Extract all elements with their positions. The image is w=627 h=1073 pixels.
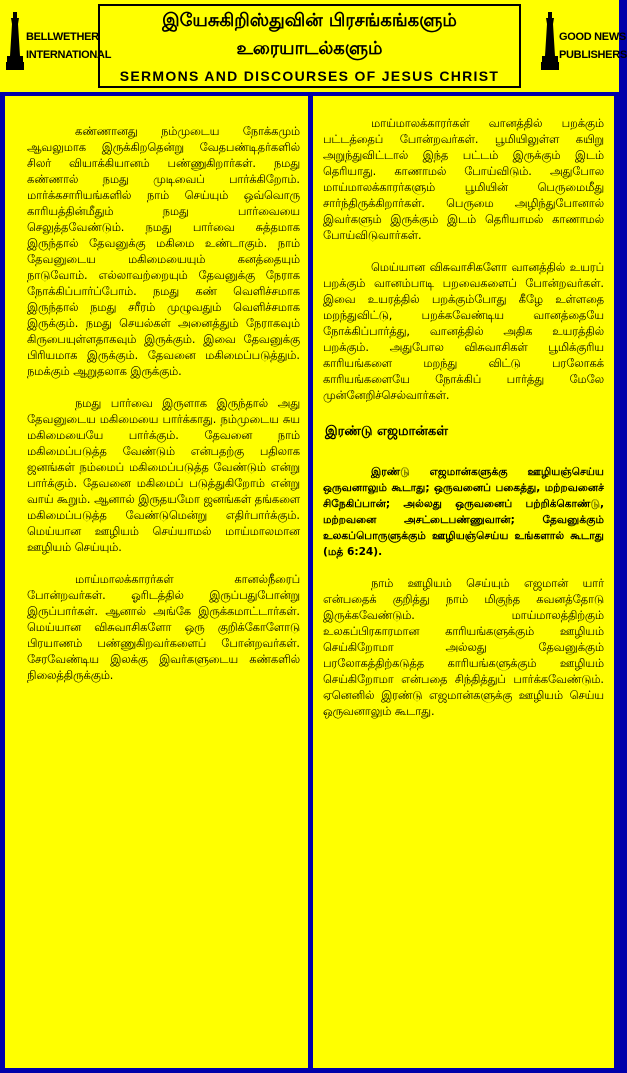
bellwether-logo bbox=[6, 12, 112, 72]
good-news-logo bbox=[541, 12, 627, 72]
tower-icon bbox=[6, 12, 24, 70]
title-tamil-line1: இயேசுகிறிஸ்துவின் பிரசங்கங்களும் bbox=[162, 10, 457, 31]
logo-text-line1: BELLWETHER bbox=[26, 31, 99, 43]
left-paragraph-3: மாய்மாலக்காரர்கள் கானல்நீரைப் போன்றவர்கள். ஓரிடத்தில் இருப்பதுபோன்று இருப்பார்கள். ஆனால் அங்கே இருக்கமாட்டார்கள். மெய்யான விசுவாசிகளோ ஒரு குறிக்கோளோடு பிரயாணம் பண்ணுகிறவர்களைப் போன்றவர்கள். சேரவேண்டிய இலக்கு இவர்களுடைய கண்களில் நிலைத்திருக்கும். bbox=[27, 573, 300, 682]
right-paragraph-3: நாம் ஊழியம் செய்யும் எஜமான் யார் என்பதைக் குறித்து நாம் மிகுந்த கவனத்தோடு இருக்கவேண்டும். மாய்மாலத்திற்கும் உலகப்பிரகாரமான காரியங்களுக்கும் ஊழியம் செய்கிறோமா அல்லது தேவனுக்கும் பரலோகத்திற்கடுத்த காரியங்களுக்கும் ஊழியம் செய்கிறோமா என்பதை சிந்தித்துப் பார்க்கவேண்டும். ஏனெனில் இரண்டு எஜமான்களுக்கு ஊழியம் செய்ய ஒருவனாலும் கூடாது. bbox=[323, 577, 604, 718]
logo-text-line2: PUBLISHERS bbox=[559, 49, 627, 61]
scripture-verse: இரண்டு எஜமான்களுக்கு ஊழியஞ்செய்ய ஒருவனாலும் கூடாது; ஒருவனைப் பகைத்து, மற்றவனைச் சிநேகிப்பான்; அல்லது ஒருவனைப் பற்றிக்கொண்டு, மற்றவனை அசட்டைபண்ணுவான்; தேவனுக்கும் உலகப்பொருளுக்கும் ஊழியஞ்செய்ய உங்களால் கூடாது (மத் 6:24). bbox=[323, 466, 604, 558]
right-paragraph-2: மெய்யான விசுவாசிகளோ வானத்தில் உயரப் பறக்கும் வானம்பாடி பறவைகளைப் போன்றவர்கள். இவை உயரத்தில் பறக்கும்போது கீழே உள்ளதை மறந்துவிட்டு, பறக்கவேண்டிய வானத்தையே நோக்கிப்பார்த்து, வானத்தில் அதிக உயரத்தில் பறக்கும். அதுபோல விசுவாசிகள் பூமிக்குரிய காரியங்களை மறந்து விட்டு பரலோகக் காரியங்களையே நோக்கிப் பார்த்து மேலே முன்னேறிச்செல்வார்கள். bbox=[323, 261, 604, 402]
right-column bbox=[313, 96, 614, 1068]
logo-text-line2: INTERNATIONAL bbox=[26, 49, 112, 61]
tower-icon bbox=[541, 12, 559, 70]
left-paragraph-2: நமது பார்வை இருளாக இருந்தால் அது தேவனுடைய மகிமையை பார்க்காது. நம்முடைய சுய மகிமையையே பார்க்கும். தேவனை நாம் மகிமைப்படுத்த வேண்டும் என்பதற்கு பதிலாக ஜனங்கள் நம்மைப் மகிமைப்படுத்த வேண்டும் என்று பார்க்கும். தேவனை மகிமைப் படுத்துகிறோம் என்று வாய் கூறும். ஆனால் இருதயமோ ஜனங்கள் தங்களை மகிமைப்படுத்த வேண்டுமென்று எதிர்பார்க்கும். மெய்யான ஊழியம் செய்யாமல் மாய்மாலமான ஊழியம் செய்யும். bbox=[27, 397, 300, 554]
title-english: SERMONS AND DISCOURSES OF JESUS CHRIST bbox=[119, 68, 500, 84]
title-tamil-line2: உரையாடல்களும் bbox=[236, 38, 383, 59]
page-header bbox=[0, 0, 627, 92]
title-box bbox=[98, 4, 521, 88]
left-column bbox=[5, 96, 308, 1068]
left-paragraph-1: கண்ணானது நம்முடைய நோக்கமும் ஆவலுமாக இருக்கிறதென்று வேதபண்டிதர்களில் சிலர் வியாக்கியானம் பண்ணுகிறார்கள். நமது கண்ணால் நமது முடிவைப் பார்க்கிறோம். மார்க்கசாரியங்களில் நாம் செய்யும் ஒவ்வொரு காரியத்தின்மீதும் நமது பார்வையை செலுத்தவேண்டும். நமது பார்வை சுத்தமாக இருந்தால் தேவனுக்கு மகிமை உண்டாகும். நாம் தேவனுடைய மகிமையையும் கனத்தையும் நாடுவோம். எல்லாவற்றையும் தேவனுக்கு நேராக நோக்கிப்பார்ப்போம். நமது கண் வெளிச்சமாக இருந்தால் நமது சரீரம் முழுவதும் வெளிச்சமாக இருக்கும். நமது செயல்கள் அனைத்தும் நேராகவும் கிருபையுள்ளதாகவும் இருக்கும். இவை தேவனுக்கு பிரியமாக இருக்கும். தேவனை மகிமைப்படுத்தும். நமக்கும் ஆறுதலாக இருக்கும். bbox=[27, 125, 300, 378]
right-paragraph-1: மாய்மாலக்காரர்கள் வானத்தில் பறக்கும் பட்டத்தைப் போன்றவர்கள். பூமியிலுள்ள கயிறு அறுந்துவிட்டால் இந்த பட்டம் இருக்கும் இடம் தெரியாது. காணாமல் போய்விடும். அதுபோல மாய்மாலக்காரர்களும் பூமியின் பெருமைமீது சார்ந்திருக்கிறார்கள். பெருமை அழிந்துபோனால் இவர்களும் இருக்கும் இடம் தெரியாமல் காணாமல் போய்விடுவார்கள். bbox=[323, 117, 604, 242]
logo-text-line1: GOOD NEWS bbox=[559, 31, 626, 43]
section-heading: இரண்டு எஜமான்கள் bbox=[325, 424, 448, 439]
